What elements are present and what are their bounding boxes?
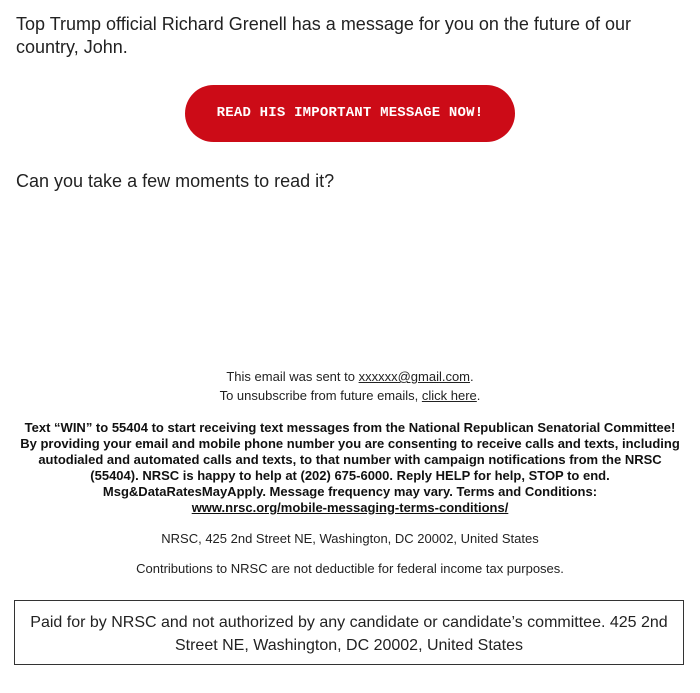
sms-text: Text “WIN” to 55404 to start receiving text messages from the National Republican Senatorial Committee! By providing your email and mobile phone number you are consenting to receive calls and texts, including autodialed and automated calls and texts, to that number with campaign notifications from the NRSC (55404). NRSC is happy to help at (202) 675-6000. Reply HELP for help, STOP to end. Msg&DataRatesMayApply. Message frequency may vary. Terms and Conditions:: [20, 420, 680, 499]
sent-suffix: .: [470, 369, 474, 384]
unsub-suffix: .: [476, 388, 481, 403]
terms-link[interactable]: www.nrsc.org/mobile-messaging-terms-conditions/: [191, 500, 509, 515]
footer-links: [0, 367, 700, 405]
address-text: NRSC, 425 2nd Street NE, Washington, DC 20002, United States: [161, 531, 539, 546]
sent-email-link[interactable]: xxxxxx@gmail.com: [358, 369, 471, 384]
unsubscribe-link[interactable]: click here: [421, 388, 477, 403]
contributions-notice: Contributions to NRSC are not deductible for federal income tax purposes.: [136, 561, 564, 576]
read-message-button[interactable]: READ HIS IMPORTANT MESSAGE NOW!: [185, 85, 515, 142]
unsubscribe-line: [0, 386, 700, 405]
sent-to-line: [0, 367, 700, 386]
sent-prefix: This email was sent to: [226, 369, 359, 384]
cta-container: [0, 85, 700, 142]
paid-for-disclaimer: Paid for by NRSC and not authorized by any candidate or candidate’s committee. 425 2nd Street NE, Washington, DC 20002, United States: [14, 600, 684, 665]
intro-text: Top Trump official Richard Grenell has a message for you on the future of our country, John.: [16, 14, 631, 57]
question-text: Can you take a few moments to read it?: [16, 171, 335, 191]
unsub-prefix: To unsubscribe from future emails,: [219, 388, 422, 403]
sms-terms-text: [18, 420, 682, 516]
